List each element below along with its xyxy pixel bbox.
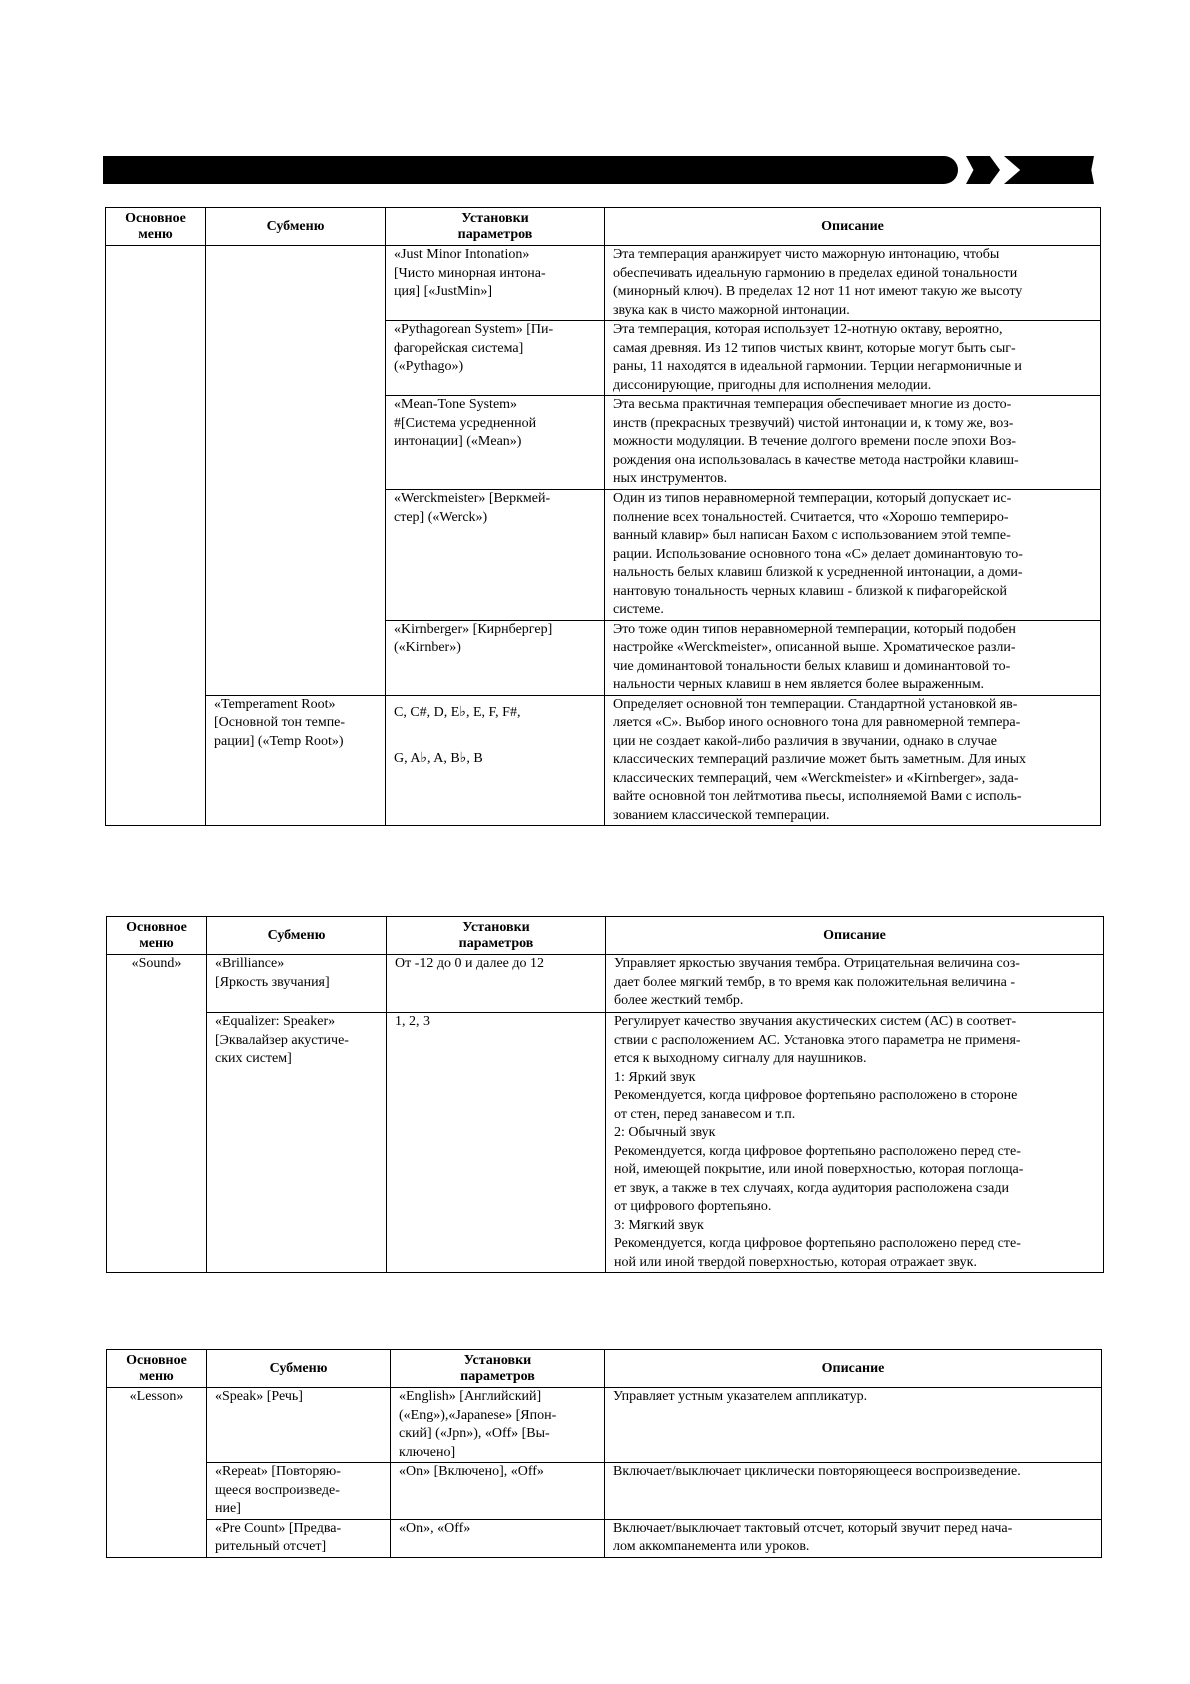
param-values-first: C, C#, D, E♭, E, F, F#, <box>394 704 521 720</box>
chevron-right-icon <box>966 156 1000 184</box>
submenu-cell: «Brilliance» [Яркость звучания] <box>207 955 387 1013</box>
param-cell: От -12 до 0 и далее до 12 <box>387 955 606 1013</box>
desc-cell: Эта темперация аранжирует чисто мажорную интонацию, чтобы обеспечивать идеальную гармонию в пределах единой тональности (минорный ключ). В пределах 12 нот 11 нот имеют такую же высоту звука как в чисто мажорной интонации. <box>605 246 1101 321</box>
param-cell: «Pythagorean System» [Пи- фагорейская система] («Pythago») <box>386 321 605 396</box>
table-row <box>107 1463 1102 1520</box>
main-menu-cell <box>106 246 206 826</box>
param-cell: «Werckmeister» [Веркмей- стер] («Werck») <box>386 490 605 621</box>
table-header-row <box>107 917 1104 955</box>
submenu-cell: «Equalizer: Speaker» [Эквалайзер акустиче- ских систем] <box>207 1013 387 1273</box>
chevron-right-icon <box>1004 156 1094 184</box>
sound-table <box>106 916 1104 1273</box>
desc-cell: Включает/выключает циклически повторяющееся воспроизведение. <box>605 1463 1102 1520</box>
table-header-row <box>107 1350 1102 1388</box>
table-row <box>106 695 1101 826</box>
submenu-cell: «Temperament Root» [Основной тон темпе- рации] («Temp Root») <box>206 695 386 826</box>
header-parameters: Установки параметров <box>391 1350 605 1388</box>
main-menu-cell: «Sound» <box>107 955 207 1273</box>
header-submenu: Субменю <box>207 1350 391 1388</box>
param-cell: 1, 2, 3 <box>387 1013 606 1273</box>
desc-cell: Включает/выключает тактовый отсчет, который звучит перед нача- лом аккомпанемента или уроков. <box>605 1519 1102 1557</box>
header-main-menu: Основное меню <box>107 917 207 955</box>
header-parameters: Установки параметров <box>386 208 605 246</box>
header-main-menu: Основное меню <box>106 208 206 246</box>
desc-cell: Это тоже один типов неравномерной темперации, который подобен настройке «Werckmeister», описанной выше. Хроматическое разли- чие доминантовой тональности белых клавиш и доминантовой то- нальности черных клавиш в нем является более выраженным. <box>605 620 1101 695</box>
param-cell: «On» [Включено], «Off» <box>391 1463 605 1520</box>
submenu-cell: «Pre Count» [Предва- рительный отсчет] <box>207 1519 391 1557</box>
param-cell: «On», «Off» <box>391 1519 605 1557</box>
header-description: Описание <box>605 208 1101 246</box>
param-cell: «Mean-Tone System» #[Система усредненной интонации] («Mean») <box>386 396 605 490</box>
desc-cell: Эта весьма практичная темперация обеспечивает многие из досто- инств (прекрасных трезвучий) чистой интонации и, к тому же, воз- можности модуляции. В течение долгого времени после эпохи Воз- рождения она использовалась в качестве метода настройки клавиш- ных инструментов. <box>605 396 1101 490</box>
desc-cell: Регулирует качество звучания акустических систем (АС) в соответ- ствии с расположением АС. Установка этого параметра не применя- ется к выходному сигналу для наушников. 1: Яркий звук Рекомендуется, когда цифровое фортепьяно расположено в стороне от стен, перед занавесом и т.п. 2: Обычный звук Рекомендуется, когда цифровое фортепьяно расположено перед сте- ной, имеющей покрытие, или иной поверхностью, которая поглоща- ет звук, а также в тех случаях, когда аудитория расположена сзади от цифрового фортепьяно. 3: Мягкий звук Рекомендуется, когда цифровое фортепьяно расположено перед сте- ной или иной твердой поверхностью, которая отражает звук. <box>606 1013 1104 1273</box>
table-row <box>107 955 1104 1013</box>
table-row <box>107 1013 1104 1273</box>
header-description: Описание <box>605 1350 1102 1388</box>
header-submenu: Субменю <box>207 917 387 955</box>
param-cell: «English» [Английский] («Eng»),«Japanese» [Япон- ский] («Jpn»), «Off» [Вы- ключено] <box>391 1388 605 1463</box>
table-row <box>107 1388 1102 1463</box>
lesson-table <box>106 1349 1102 1558</box>
section-header-bar <box>103 156 958 184</box>
param-cell: «Kirnberger» [Кирнбергер] («Kirnber») <box>386 620 605 695</box>
table-row <box>107 1519 1102 1557</box>
desc-cell: Один из типов неравномерной темперации, который допускает ис- полнение всех тональностей. Считается, что «Хорошо темпериро- ванный клавир» был написан Бахом с использованием этой темпе- рации. Использование основного тона «C» делает доминантовую то- нальность белых клавиш близкой к усредненной интонации, а доми- нантовую тональность черных клавиш - близкой к пифагорейской системе. <box>605 490 1101 621</box>
submenu-cell: «Repeat» [Повторяю- щееся воспроизведе- ние] <box>207 1463 391 1520</box>
desc-cell: Управляет яркостью звучания тембра. Отрицательная величина соз- дает более мягкий тембр, в то время как положительная величина - более жесткий тембр. <box>606 955 1104 1013</box>
header-description: Описание <box>606 917 1104 955</box>
param-values-second: G, A♭, A, B♭, B <box>394 751 483 766</box>
table-header-row <box>106 208 1101 246</box>
desc-cell: Определяет основной тон темперации. Стандартной установкой яв- ляется «C». Выбор иного основного тона для равномерной темпера- ции не создает какой-либо различия в звучании, однако в случае классических темпераций различие может быть заметным. Для иных классических темпераций, чем «Werckmeister» и «Kirnberger», зада- вайте основной тон лейтмотива пьесы, исполняемой Вами с исполь- зованием классической темперации. <box>605 695 1101 826</box>
table-row <box>106 246 1101 321</box>
main-menu-cell: «Lesson» <box>107 1388 207 1558</box>
submenu-cell <box>206 246 386 696</box>
header-main-menu: Основное меню <box>107 1350 207 1388</box>
desc-cell: Управляет устным указателем аппликатур. <box>605 1388 1102 1463</box>
desc-cell: Эта темперация, которая использует 12-нотную октаву, вероятно, самая древняя. Из 12 типов чистых квинт, которые могут быть сыг- раны, 11 находятся в идеальной гармонии. Терции негармоничные и диссонирующие, пригодны для исполнения мелодии. <box>605 321 1101 396</box>
header-submenu: Субменю <box>206 208 386 246</box>
submenu-cell: «Speak» [Речь] <box>207 1388 391 1463</box>
param-cell: «Just Minor Intonation» [Чисто минорная интона- ция] [«JustMin»] <box>386 246 605 321</box>
param-cell <box>386 695 605 826</box>
temperament-table <box>105 207 1101 826</box>
header-parameters: Установки параметров <box>387 917 606 955</box>
